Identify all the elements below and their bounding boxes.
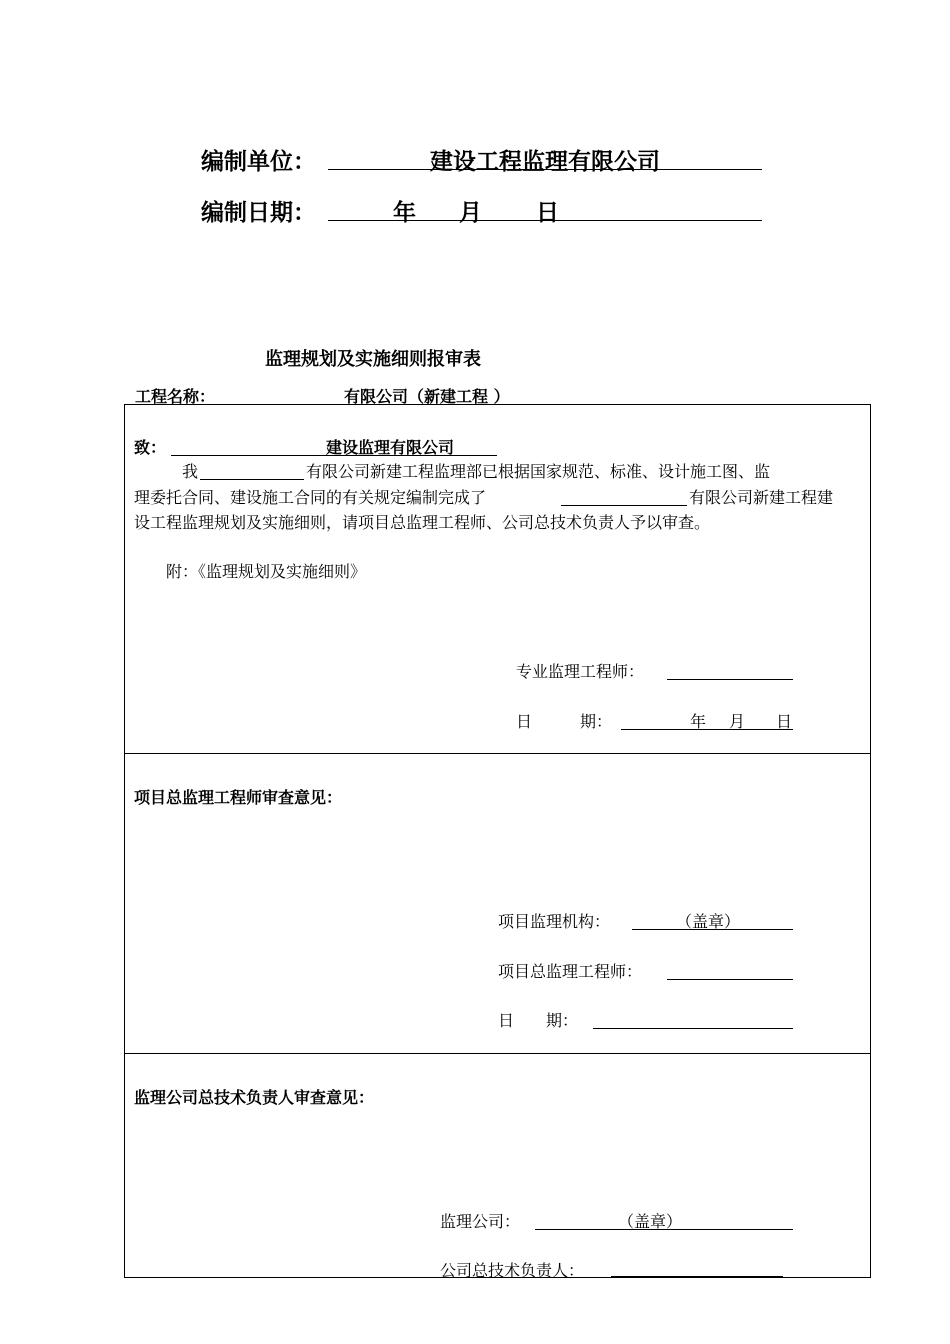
company-opinion-label: 监理公司总技术负责人审查意见：: [134, 1088, 375, 1107]
attachment-text: 附：《监理规划及实施细则》: [166, 562, 367, 581]
compile-date-year: 年: [393, 200, 416, 226]
chief-opinion-label: 项目总监理工程师审查意见：: [134, 788, 343, 807]
compile-date-label: 编制日期：: [201, 200, 316, 226]
table-left-border: [124, 404, 125, 1278]
date2-underline: [593, 1008, 793, 1029]
company-seal: （盖章）: [618, 1212, 683, 1231]
body-line1: 有限公司新建工程监理部已根据国家规范、标准、设计施工图、监: [306, 462, 771, 481]
to-value: 建设监理有限公司: [326, 438, 455, 457]
body-blank-2: [561, 485, 687, 506]
project-name-label: 工程名称：: [135, 387, 216, 406]
table-right-border: [870, 404, 871, 1278]
org-seal: （盖章）: [676, 912, 741, 931]
date1-day: 日: [776, 712, 793, 731]
compile-unit-label: 编制单位：: [201, 149, 316, 175]
body-blank-1: [200, 459, 304, 480]
date1-underline: [621, 709, 793, 730]
body-we: 我: [182, 462, 199, 481]
body-line3: 设工程监理规划及实施细则，请项目总监理工程师、公司总技术负责人予以审查。: [134, 513, 711, 532]
date1-month: 月: [729, 712, 746, 731]
table-top-border: [124, 404, 871, 405]
compile-date-month: 月: [459, 200, 482, 226]
tech-lead-signature-line: [611, 1256, 783, 1277]
form-title: 监理规划及实施细则报审表: [265, 349, 481, 370]
date2-label: 日 期：: [498, 1011, 579, 1030]
date1-year: 年: [690, 712, 707, 731]
org-label: 项目监理机构：: [498, 912, 611, 931]
date1-label: 日 期：: [516, 712, 613, 731]
body-line2-end: 有限公司新建工程建: [689, 488, 834, 507]
to-label: 致：: [134, 438, 167, 457]
table-divider-1: [124, 753, 871, 754]
compile-unit-value: 建设工程监理有限公司: [430, 149, 660, 175]
chief-signature-line: [667, 959, 793, 980]
project-name-value: 有限公司（新建工程 ）: [344, 387, 510, 406]
body-line2-start: 理委托合同、建设施工合同的有关规定编制完成了: [134, 488, 487, 507]
chief-label: 项目总监理工程师：: [498, 962, 643, 981]
table-divider-2: [124, 1053, 871, 1054]
tech-lead-label: 公司总技术负责人：: [440, 1261, 585, 1280]
compile-date-day: 日: [536, 200, 559, 226]
engineer-label: 专业监理工程师：: [516, 662, 645, 681]
engineer-signature-line: [667, 659, 793, 680]
company-label: 监理公司：: [440, 1212, 521, 1231]
